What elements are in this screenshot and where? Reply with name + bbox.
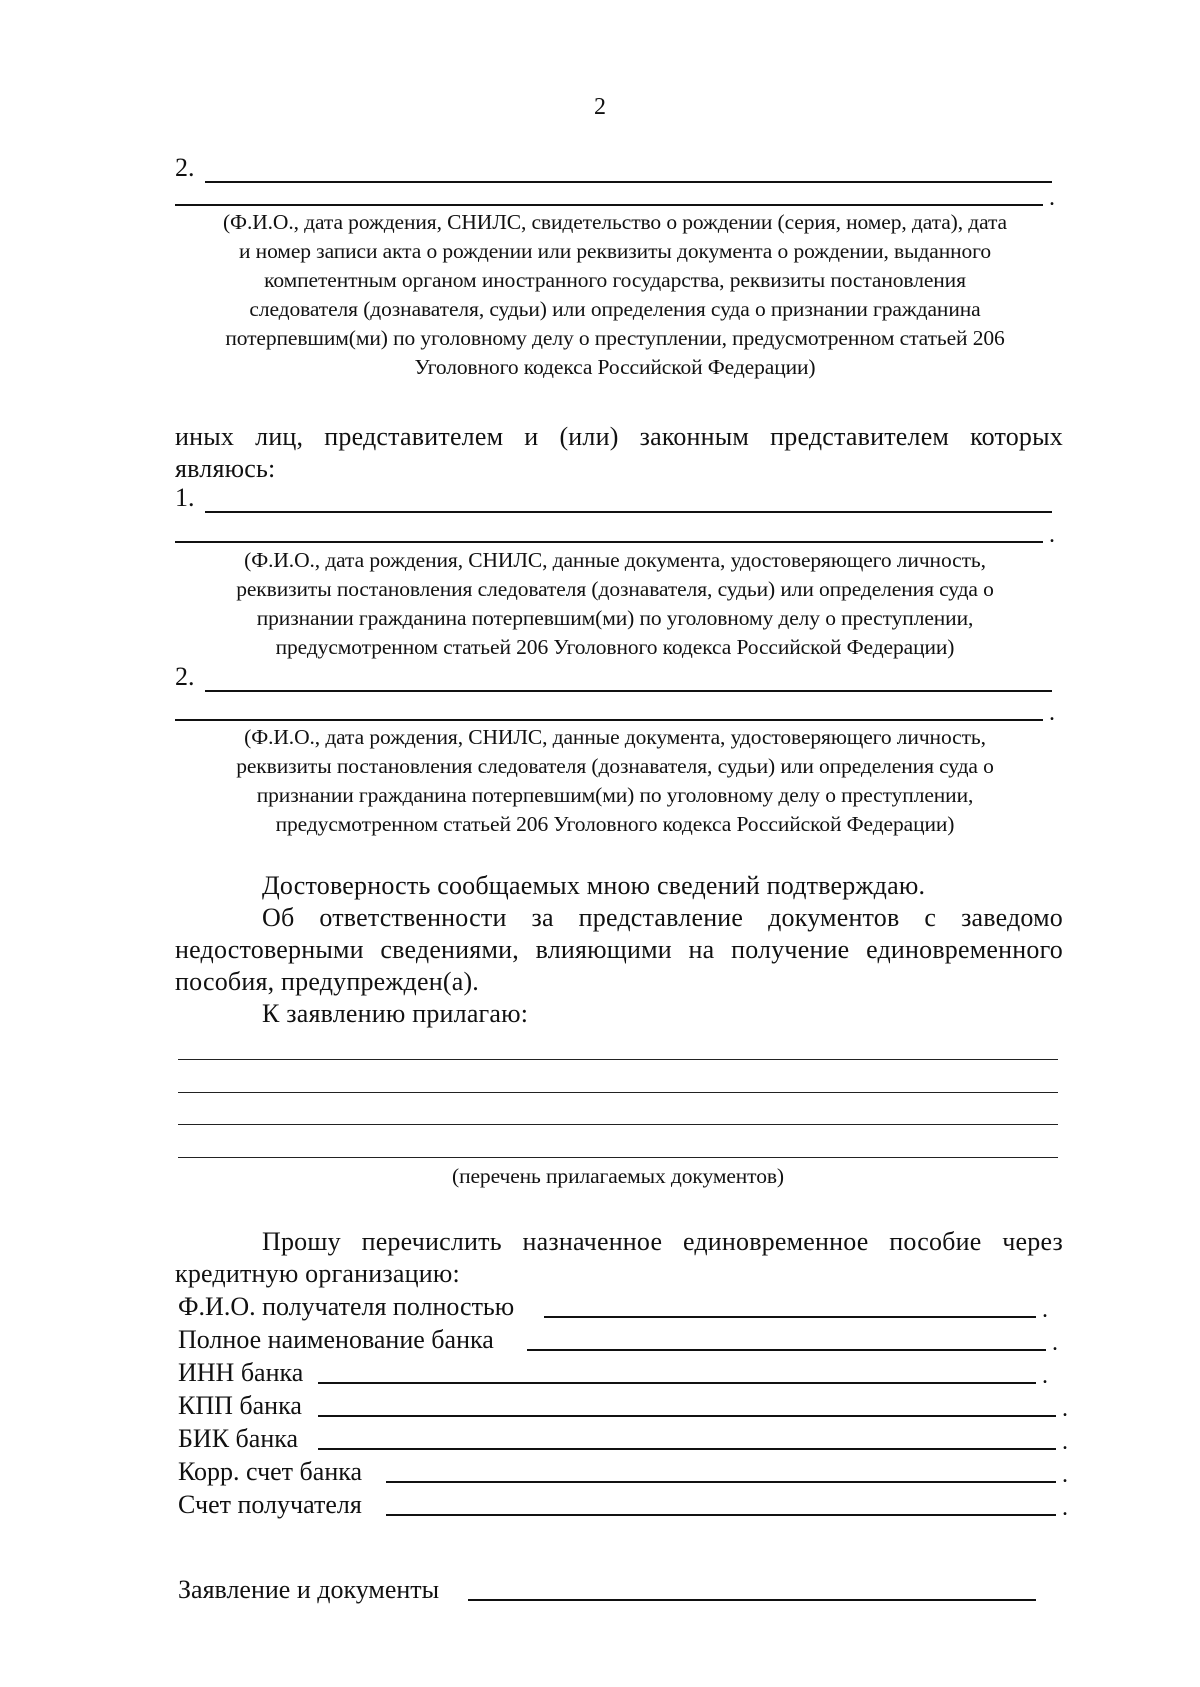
period: .: [1049, 522, 1055, 548]
caption-line: (Ф.И.О., дата рождения, СНИЛС, данные документа, удостоверяющего личность,: [244, 725, 986, 749]
fill-line[interactable]: [175, 204, 1043, 206]
field-label: Корр. счет банка: [178, 1457, 363, 1486]
continuation-row: [175, 700, 1055, 726]
field-caption: [170, 546, 1060, 662]
item-1-row: [175, 483, 1055, 513]
item-2-row: [175, 662, 1055, 692]
attachments-label: К заявлению прилагаю:: [262, 999, 529, 1028]
fill-line[interactable]: [205, 181, 1052, 183]
bank-kpp-input[interactable]: [318, 1415, 1056, 1417]
paragraph-line: пособия, предупрежден(а).: [175, 967, 479, 996]
item-number: 2.: [175, 153, 195, 182]
caption-line: реквизиты постановления следователя (дознавателя, судьи) или определения суда о: [236, 754, 994, 778]
paragraph-line: Достоверность сообщаемых мною сведений подтверждаю.: [262, 871, 926, 900]
paragraph-line: Прошу перечислить назначенное единовременное пособие через: [262, 1227, 1063, 1256]
paragraph-line: являюсь:: [175, 454, 276, 483]
caption-line: и номер записи акта о рождении или реквизиты документа о рождении, выданного: [238, 239, 991, 263]
intro-paragraph: [175, 421, 1063, 485]
caption-line: потерпевшим(ми) по уголовному делу о преступлении, предусмотренном статьей 206: [225, 326, 1005, 350]
bank-kpp-field: [178, 1388, 1068, 1420]
bank-bik-input[interactable]: [318, 1448, 1056, 1450]
paragraph-line: иных лиц, представителем и (или) законным представителем которых: [175, 422, 1063, 451]
period: .: [1049, 700, 1055, 726]
recipient-account-field: [178, 1487, 1068, 1519]
continuation-row: [175, 185, 1055, 211]
fill-line[interactable]: [205, 690, 1052, 692]
period: .: [1052, 1330, 1058, 1356]
bank-inn-field: [178, 1355, 1068, 1387]
bank-name-field: [178, 1322, 1068, 1354]
declaration-block: [175, 870, 1063, 1030]
period: .: [1062, 1462, 1068, 1488]
period: .: [1062, 1495, 1068, 1521]
field-label: Ф.И.О. получателя полностью: [178, 1292, 515, 1321]
correspondent-account-field: [178, 1454, 1068, 1486]
field-label: КПП банка: [178, 1391, 302, 1420]
caption-line: предусмотренном статьей 206 Уголовного кодекса Российской Федерации): [275, 812, 955, 836]
caption-line: Уголовного кодекса Российской Федерации): [414, 355, 816, 379]
continuation-row: [175, 522, 1055, 548]
page-number: 2: [594, 94, 606, 120]
recipient-account-input[interactable]: [386, 1514, 1056, 1516]
field-label: БИК банка: [178, 1424, 299, 1453]
recipient-name-field: [178, 1289, 1068, 1321]
period: .: [1042, 1297, 1048, 1323]
caption-line: компетентным органом иностранного государства, реквизиты постановления: [264, 268, 966, 292]
period: .: [1062, 1396, 1068, 1422]
period: .: [1042, 1363, 1048, 1389]
caption-line: реквизиты постановления следователя (дознавателя, судьи) или определения суда о: [236, 577, 994, 601]
caption-line: (Ф.И.О., дата рождения, СНИЛС, данные документа, удостоверяющего личность,: [244, 548, 986, 572]
item-number: 1.: [175, 483, 195, 512]
caption-line: признании гражданина потерпевшим(ми) по уголовному делу о преступлении,: [256, 606, 974, 630]
field-label: Заявление и документы: [178, 1575, 440, 1604]
bank-bik-field: [178, 1421, 1068, 1453]
field-label: Полное наименование банка: [178, 1325, 494, 1354]
caption-line: (Ф.И.О., дата рождения, СНИЛС, свидетельство о рождении (серия, номер, дата), дата: [223, 210, 1007, 234]
period: .: [1062, 1429, 1068, 1455]
fill-line[interactable]: [205, 511, 1052, 513]
field-caption: [170, 723, 1060, 839]
documents-field: [178, 1572, 1068, 1604]
caption-line: предусмотренном статьей 206 Уголовного кодекса Российской Федерации): [275, 635, 955, 659]
documents-input[interactable]: [468, 1599, 1036, 1601]
field-caption: [170, 208, 1060, 382]
field-label: Счет получателя: [178, 1490, 362, 1519]
caption-line: следователя (дознавателя, судьи) или определения суда о признании гражданина: [249, 297, 981, 321]
request-paragraph: [175, 1226, 1063, 1290]
item-number: 2.: [175, 662, 195, 691]
attachment-line[interactable]: [178, 1157, 1058, 1158]
attachments-caption: (перечень прилагаемых документов): [452, 1164, 784, 1188]
correspondent-account-input[interactable]: [386, 1481, 1056, 1483]
recipient-name-input[interactable]: [544, 1316, 1036, 1318]
paragraph-line: кредитную организацию:: [175, 1259, 460, 1288]
bank-inn-input[interactable]: [318, 1382, 1036, 1384]
fill-line[interactable]: [175, 719, 1043, 721]
period: .: [1049, 185, 1055, 211]
attachment-line[interactable]: [178, 1124, 1058, 1125]
field-label: ИНН банка: [178, 1358, 304, 1387]
paragraph-line: Об ответственности за представление документов с заведомо: [262, 903, 1063, 932]
attachment-line[interactable]: [178, 1092, 1058, 1093]
caption-line: признании гражданина потерпевшим(ми) по уголовному делу о преступлении,: [256, 783, 974, 807]
fill-line[interactable]: [175, 541, 1043, 543]
item-2-row: [175, 153, 1055, 183]
bank-name-input[interactable]: [527, 1349, 1046, 1351]
paragraph-line: недостоверными сведениями, влияющими на получение единовременного: [175, 935, 1063, 964]
attachment-line[interactable]: [178, 1059, 1058, 1060]
